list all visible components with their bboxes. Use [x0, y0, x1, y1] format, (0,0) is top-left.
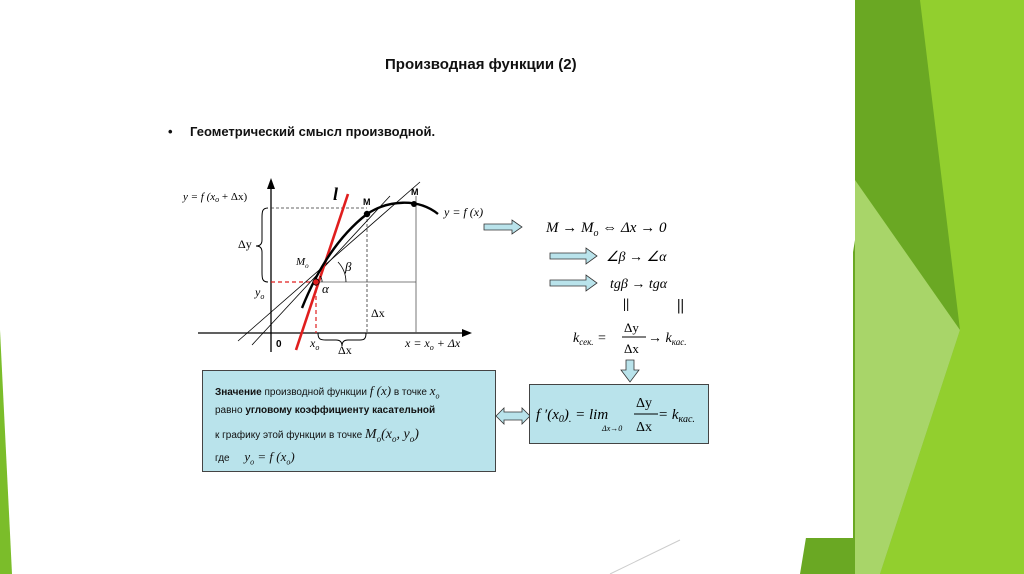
formula-line-3: tgβ → tgα: [610, 277, 668, 292]
label-M1: M: [363, 197, 371, 207]
k-right: → $k_{кас.}$: [648, 331, 687, 347]
point-M2: [411, 201, 417, 207]
definition-box: [202, 370, 496, 472]
label-M2: M: [411, 187, 419, 197]
label-x-end: $x = x_o + \Delta x$: [405, 336, 461, 352]
label-top-func: y = f (xo + Δx): [183, 191, 248, 204]
double-arrow: [495, 405, 531, 427]
y-axis-arrow: [267, 178, 275, 189]
bullet-dot: •: [168, 124, 173, 139]
eq-marks-1: ||: [623, 297, 630, 312]
formula-line-1: $M \to M_o$ ⇔ Δx → 0: [546, 220, 667, 239]
x-axis-arrow: [462, 329, 472, 337]
definition-line-2: равно угловому коэффициенту касательной: [215, 405, 436, 416]
deriv-numerator: Δy: [636, 396, 653, 411]
lim-subscript: Δx→0: [602, 424, 623, 433]
eq-marks-2: ||: [677, 297, 685, 314]
bullet-item: [168, 124, 435, 139]
label-Mo: $M_o$: [296, 256, 309, 270]
tangent-line: [296, 194, 348, 350]
label-beta: β: [345, 259, 352, 274]
definition-line-4: где $y_o = f$ $(x_o)$: [215, 449, 295, 467]
label-delta-y: Δy: [238, 237, 252, 251]
k-numerator: Δy: [624, 320, 639, 335]
deriv-denominator: Δx: [636, 420, 653, 435]
label-alpha: α: [322, 281, 329, 296]
label-delta-x-right: Δx: [371, 306, 385, 320]
label-zero: 0: [276, 339, 282, 350]
k-left: $k_{сек.}$ =: [573, 331, 607, 347]
label-xo: $x_o$: [310, 336, 320, 352]
definition-line-3: к графику этой функции в точке $M_o(x_o$, $y_o$): [215, 427, 419, 444]
green-decoration-left: [0, 330, 12, 574]
label-l: l: [333, 184, 339, 204]
slide-title: Производная функции (2): [385, 56, 577, 73]
derivative-formula-box: [529, 384, 709, 444]
label-yo: $y_o$: [255, 285, 265, 301]
definition-line-1: Значение производной функции f (x) в точке $x_o$: [215, 383, 440, 401]
delta-y-brace: [256, 208, 268, 282]
point-Mo: [313, 279, 319, 285]
derivative-graph: [170, 170, 500, 360]
formula-block: [540, 210, 720, 365]
k-denominator: Δx: [624, 341, 639, 356]
k-tangent: = $k_{кас.}$: [658, 407, 695, 425]
formula-line-2: ∠β → ∠α: [606, 250, 667, 265]
double-arrow-shape: [496, 408, 530, 424]
point-M1: [364, 211, 370, 217]
f-prime: f $'(x_0)_. = \lim$: [536, 407, 609, 425]
bullet-text: Геометрический смысл производной.: [190, 124, 436, 139]
decoration-thin-line: [610, 540, 680, 574]
derivative-formula: [530, 385, 708, 443]
label-delta-x-bottom: Δx: [338, 343, 352, 357]
label-curve: y = f (x): [444, 205, 484, 219]
arrow-right-1: [484, 220, 522, 234]
